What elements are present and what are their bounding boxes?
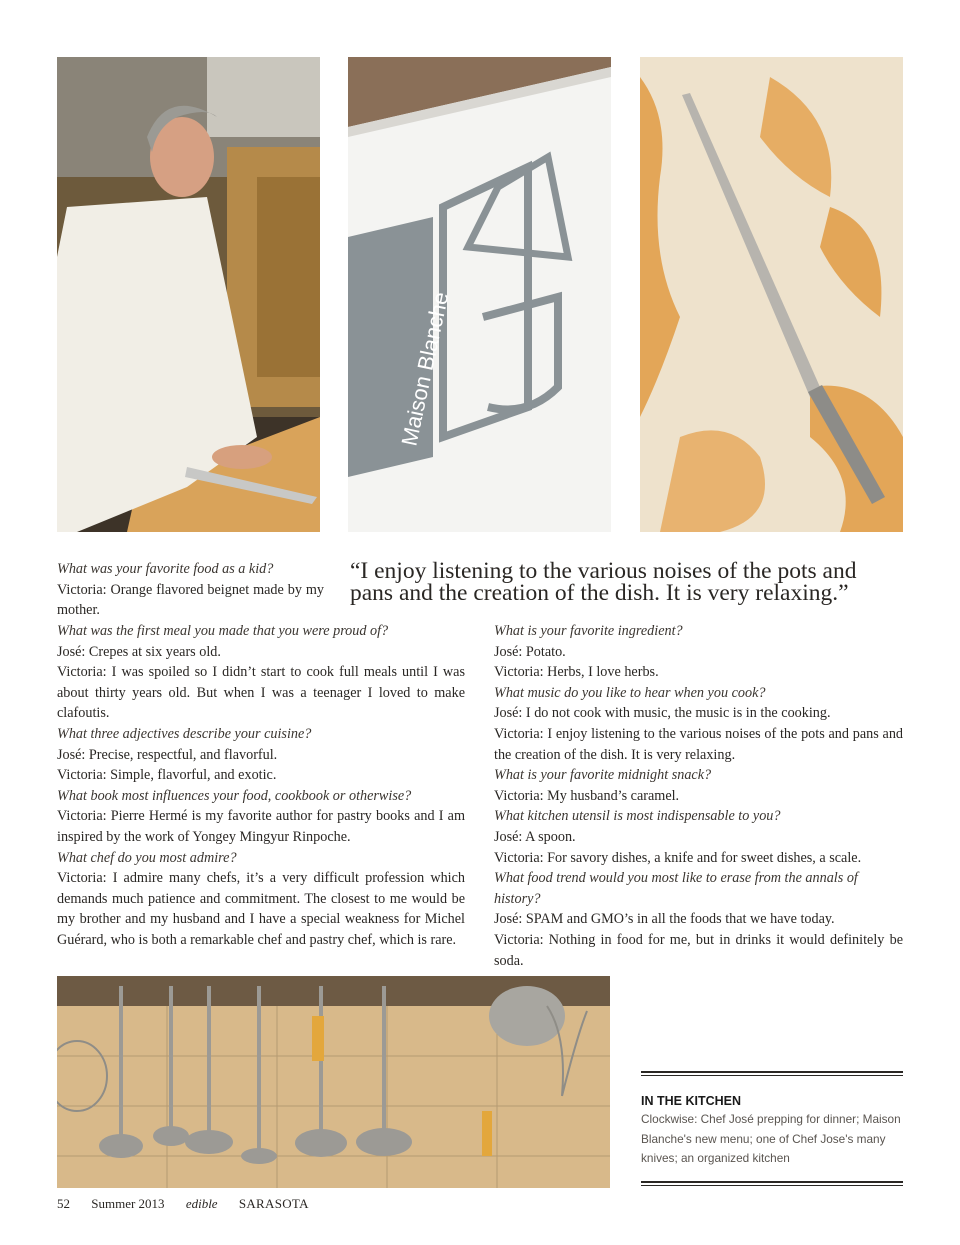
interview-answer: Victoria: Orange flavored beignet made by my mother. xyxy=(57,581,324,619)
photo-knife xyxy=(640,57,903,532)
interview-question: What food trend would you most like to erase from the annals of history? xyxy=(494,870,858,907)
interview-question: What chef do you most admire? xyxy=(57,849,237,866)
interview-right-column xyxy=(494,621,903,971)
photo-chef-prepping xyxy=(57,57,320,532)
interview-answer: Victoria: I admire many chefs, it’s a very difficult profession which demands much patience and commitment. The closest to me would be my brother and my husband and I have a special weakness for Michel Guérard, who is both a remarkable chef and pastry chef, which is rare. xyxy=(57,870,465,948)
interview-answer: Victoria: I enjoy listening to the various noises of the pots and pans and the creation of the dish. It is very relaxing. xyxy=(494,725,903,763)
interview-question: What is your favorite midnight snack? xyxy=(494,767,712,784)
interview-answer: Victoria: For savory dishes, a knife and for sweet dishes, a scale. xyxy=(494,849,862,866)
interview-question: What book most influences your food, cookbook or otherwise? xyxy=(57,787,412,804)
interview-answer: José: Crepes at six years old. xyxy=(57,643,221,660)
page-footer xyxy=(57,1196,327,1212)
caption-bottom-rule xyxy=(641,1181,903,1186)
pull-quote xyxy=(350,560,905,604)
interview-question: What was the first meal you made that you were proud of? xyxy=(57,623,389,639)
photo-caption-box xyxy=(641,1071,903,1186)
photo-menu xyxy=(348,57,611,532)
caption-title: IN THE KITCHEN xyxy=(641,1094,741,1108)
caption-text: Clockwise: Chef José prepping for dinner; Maison Blanche's new menu; one of Chef Jose's many knives; an organized kitchen xyxy=(641,1112,901,1165)
interview-left-top xyxy=(57,559,324,621)
interview-answer: José: Potato. xyxy=(494,643,566,660)
interview-answer: Victoria: Simple, flavorful, and exotic. xyxy=(57,767,277,784)
interview-answer: Victoria: Pierre Hermé is my favorite author for pastry books and I am inspired by the work of Yongey Mingyur Rinpoche. xyxy=(57,808,465,845)
interview-left-column xyxy=(57,621,465,951)
menu-logo-text: Maison Blanche xyxy=(396,289,454,449)
interview-question: What is your favorite ingredient? xyxy=(494,623,683,639)
pull-quote-line-1: “I enjoy listening to the various noises of the pots and xyxy=(350,558,857,584)
interview-answer: José: Precise, respectful, and flavorful. xyxy=(57,746,278,763)
publication-city: SARASOTA xyxy=(238,1196,309,1211)
issue-date: Summer 2013 xyxy=(91,1196,165,1211)
interview-answer: José: SPAM and GMO’s in all the foods that we have today. xyxy=(494,911,835,928)
interview-answer: Victoria: My husband’s caramel. xyxy=(494,787,680,804)
publication-italic: edible xyxy=(185,1196,218,1211)
interview-question: What three adjectives describe your cuisine? xyxy=(57,725,312,742)
interview-answer: José: A spoon. xyxy=(494,828,576,845)
photo-organized-kitchen xyxy=(57,976,610,1188)
interview-question: What music do you like to hear when you cook? xyxy=(494,684,766,701)
interview-answer: Victoria: Nothing in food for me, but in drinks it would definitely be soda. xyxy=(494,931,903,969)
interview-answer: José: I do not cook with music, the music is in the cooking. xyxy=(494,705,831,722)
pull-quote-line-2: pans and the creation of the dish. It is very relaxing.” xyxy=(350,580,849,606)
page-number: 52 xyxy=(57,1196,70,1211)
interview-question: What kitchen utensil is most indispensable to you? xyxy=(494,808,781,825)
publication-name xyxy=(186,1196,309,1211)
interview-question: What was your favorite food as a kid? xyxy=(57,561,274,577)
caption-top-rule xyxy=(641,1071,903,1076)
interview-answer: Victoria: Herbs, I love herbs. xyxy=(494,664,659,681)
interview-answer: Victoria: I was spoiled so I didn’t start to cook full meals until I was about thirty years old. But when I was a teenager I loved to make clafoutis. xyxy=(57,664,465,722)
